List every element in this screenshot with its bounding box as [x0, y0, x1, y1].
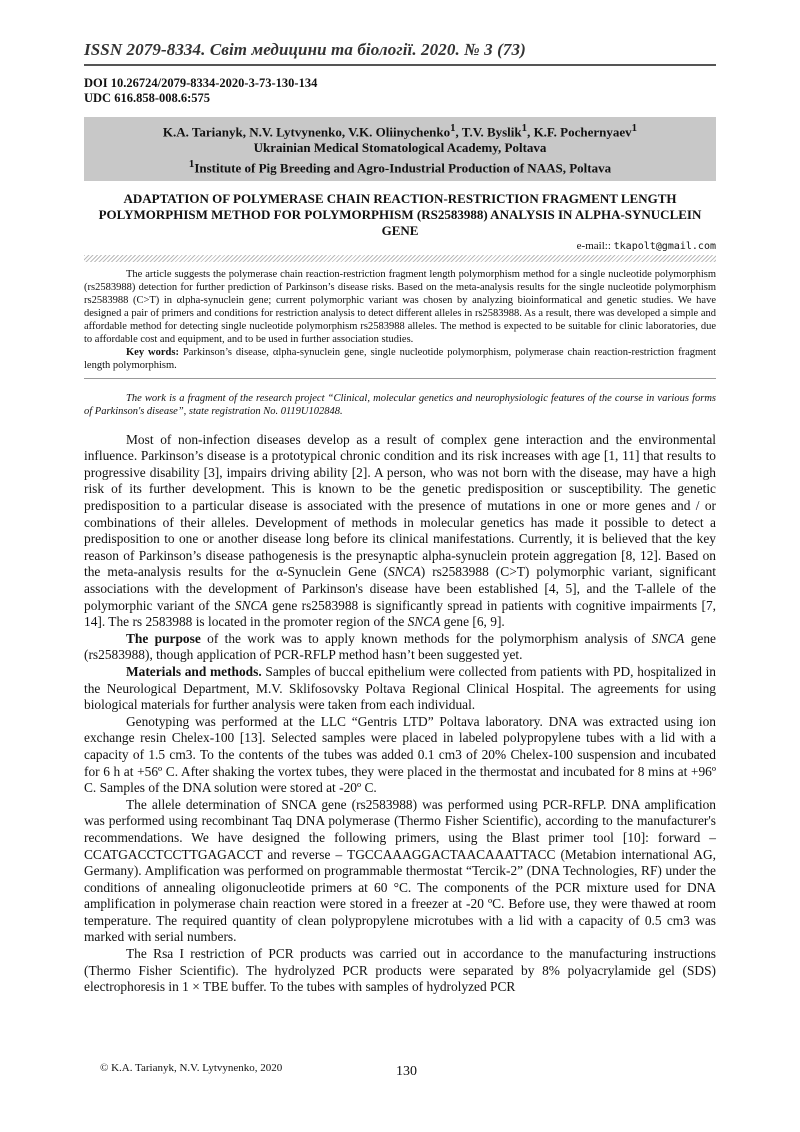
keywords-label: Key words: [126, 346, 179, 358]
authors-block [84, 117, 716, 181]
project-note: The work is a fragment of the research project “Clinical, molecular genetics and neurophysiologic features of the course in various forms of Parkinson's disease”, state registration No. 0119U102848. [84, 392, 716, 417]
page [84, 40, 716, 996]
text: gene rs2583988 is significantly spread in patients with cognitive impairments [7, 14]. The rs 2583988 is located in the promoter region of the [84, 597, 716, 630]
gene-name: SNCA [407, 614, 441, 630]
affiliation-1: Ukrainian Medical Stomatological Academy, Poltava [253, 140, 547, 156]
authors-text: , K.F. Pochernyaev [527, 124, 632, 140]
abstract [84, 268, 716, 372]
paragraph [84, 432, 716, 631]
superscript: 1 [188, 158, 195, 171]
journal-header: ISSN 2079-8334. Світ медицини та біології. 2020. № 3 (73) [84, 40, 716, 66]
authors-text: , T.V. Byslik [455, 124, 522, 140]
paragraph: The Rsa I restriction of PCR products was carried out in accordance to the manufacturing instructions (Thermo Fisher Scientific). The hydrolyzed PCR products were separated by 8% polyacrylamide gel (SDS) electrophoresis in 1 × TBE buffer. To the tubes with samples of hydrolyzed PCR [84, 946, 716, 995]
gene-name: SNCA [234, 597, 268, 613]
wavy-divider [84, 255, 716, 262]
paragraph: The allele determination of SNCA gene (rs2583988) was performed using PCR-RFLP. DNA amplification was performed using recombinant Taq DNA polymerase (Thermo Fisher Scientific), according to the manufacturer's recommendations. We have designed the following primers, using the Blast primer tool [10]: forward – CCATGACCTCCTTGAGACCT and reverse – TGCCAAAGGACTAACAAATTACC (Metabion international AG, Germany). Amplification was performed on programmable thermostat “Tercik-2” (DNA Technologies, RF) under the conditions of annealing oligonucleotide primers at 60 °C. The components of the PCR mixture used for DNA amplification in polymerase chain reaction were stored in a freezer at -20 ºС. Before use, they were thawed at room temperature. The required quantity of clean polypropylene microtubes with a lid with a capacity of 0.5 cm3 was marked with serial numbers. [84, 796, 716, 945]
email-address[interactable]: tkapolt@gmail.com [613, 240, 716, 252]
authors-text: K.A. Tarianyk, N.V. Lytvynenko, V.K. Oliinychenko [162, 124, 451, 140]
text: Samples of buccal epithelium were collected from patients with PD, hospitalized in the Neurological Department, M.V. Sklifosovsky Poltava Regional Clinical Hospital. The agreements for using biological materials for further analysis were taken from each individual. [84, 663, 716, 713]
gene-name: SNCA [651, 630, 685, 646]
affiliation-text: Institute of Pig Breeding and Agro-Industrial Production of NAAS, Poltava [194, 160, 612, 176]
abstract-text: The article suggests the polymerase chain reaction-restriction fragment length polymorphism method for a single nucleotide polymorphism (rs2583988) detection for further prediction of Parkinson’s disease risks. Based on the meta-analysis results for the single nucleotide polymorphism rs2583988 (C>T) in αlpha-synuclein gene; current polymorphic variant was chosen by analyzing bioinformatical and genetic studies. We have designed a pair of primers and conditions for restriction analysis to detect different alleles in rs2583988. As a result, there was developed a simple and affordable method for detecting single nucleotide polymorphism rs2583988 alleles. The method is expected to be suitable for clinic laboratories, due to affordable cost and equipment, and to be used in further association studies. [84, 268, 716, 345]
paragraph: Genotyping was performed at the LLC “Gentris LTD” Poltava laboratory. DNA was extracted using ion exchange resin Chelex-100 [13]. Selected samples were placed in labeled polypropylene tubes with a lid with a capacity of 1.5 cm3. To the contents of the tubes was added 0.1 cm3 of 20% Chelex-100 suspension and incubated for 6 h at +56º C. After shaking the vortex tubes, they were placed in the thermostat and incubated for 8 mins at +96º C. Samples of the DNA solution were stored at -20º C. [84, 713, 716, 796]
paragraph [84, 664, 716, 714]
superscript: 1 [631, 122, 638, 134]
authors-line [84, 120, 716, 140]
text: ) rs2583988 (C>T) polymorphic variant, significant associations with the development of Parkinson's disease have been established [4, 5], and the T-allele of the polymorphic variant of the [84, 564, 716, 613]
section-label: The purpose [126, 630, 201, 646]
paragraph [84, 631, 716, 664]
email-label: e-mail:: [576, 239, 614, 252]
superscript: 1 [521, 122, 528, 134]
text: Most of non-infection diseases develop as a result of complex gene interaction and the environmental influence. Parkinson’s disease is a prototypical chronic condition and its risk increases with age [1, 11] that results to progressive disability [3], impairs driving ability [2]. A person, who was not born with the disease, may have a high risk of its further development. This is known to be the genetic predisposition or susceptibility. The genetic predisposition to a particular disease is associated with the presence of mutations in one or more genes and / or combinations of their alleles. Development of methods in molecular genetics has made it possible to detect a predisposition to one or another disease long before its clinical manifestations. Currently, it is believed that the key reason of Parkinson’s disease pathogenesis is the presynaptic alpha-synuclein protein aggregation [8, 12]. Based on the meta-analysis results for the α-Synuclein Gene ( [84, 431, 716, 580]
identifiers [84, 76, 716, 105]
body-text [84, 432, 716, 996]
text: gene [6, 9]. [440, 614, 505, 630]
footer [100, 1062, 700, 1079]
section-label: Materials and methods. [126, 663, 262, 679]
superscript: 1 [450, 122, 456, 134]
udc: UDC 616.858-008.6:575 [84, 90, 211, 105]
keywords [84, 346, 716, 372]
text: gene (rs2583988), though application of PCR-RFLP method hasn’t been suggested yet. [84, 630, 716, 663]
gene-name: SNCA [387, 564, 421, 580]
copyright: © K.A. Tarianyk, N.V. Lytvynenko, 2020 [100, 1062, 283, 1074]
keywords-text: Parkinson’s disease, αlpha-synuclein gene, single nucleotide polymorphism, polymerase chain reaction-restriction fragment length polymorphism. [84, 346, 716, 371]
doi: DOI 10.26724/2079-8334-2020-3-73-130-134 [84, 76, 318, 90]
page-number: 130 [396, 1064, 417, 1079]
text: of the work was to apply known methods for the polymorphism analysis of [200, 630, 652, 646]
paper-title: ADAPTATION OF POLYMERASE CHAIN REACTION-RESTRICTION FRAGMENT LENGTH POLYMORPHISM METHOD FOR POLYMORPHISM (RS2583988) ANALYSIS IN ALPHA-SYNUCLEIN GENE [98, 190, 702, 238]
email-line [84, 240, 716, 252]
divider [84, 378, 716, 379]
affiliation-2 [84, 156, 716, 176]
